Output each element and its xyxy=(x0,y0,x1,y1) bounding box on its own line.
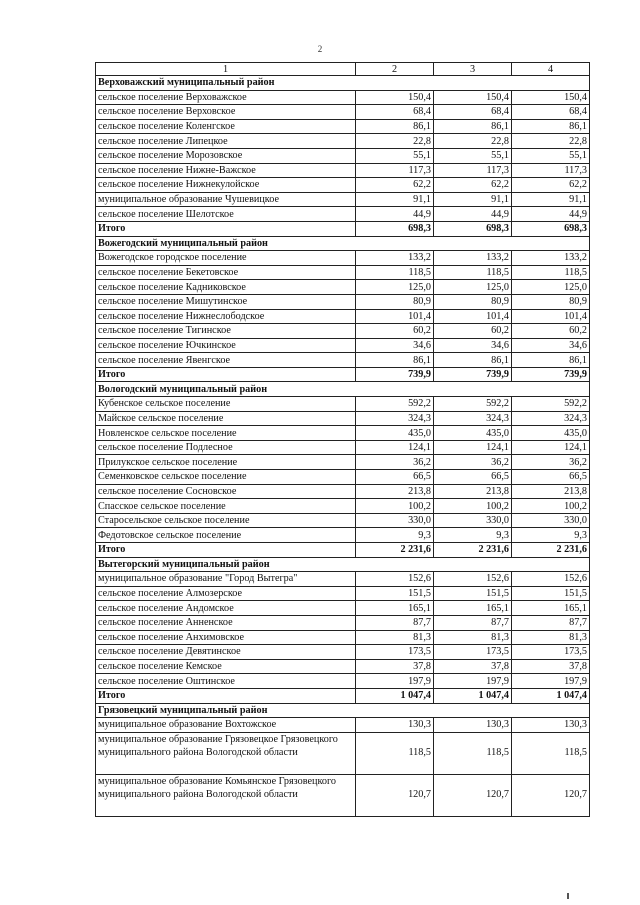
value-col-3: 44,9 xyxy=(434,207,512,222)
table-row xyxy=(96,353,590,368)
value-col-2: 197,9 xyxy=(356,674,434,689)
total-label: Итого xyxy=(96,688,356,703)
settlement-name: сельское поселение Тигинское xyxy=(96,324,356,339)
table-row xyxy=(96,630,590,645)
value-col-3: 37,8 xyxy=(434,659,512,674)
table-row xyxy=(96,148,590,163)
value-col-4: 80,9 xyxy=(512,294,590,309)
settlement-name: Семенковское сельское поселение xyxy=(96,470,356,485)
table-row xyxy=(96,309,590,324)
value-col-2: 34,6 xyxy=(356,338,434,353)
settlement-name: сельское поселение Анненское xyxy=(96,615,356,630)
total-value-col-2: 1 047,4 xyxy=(356,688,434,703)
table-row xyxy=(96,192,590,207)
total-label: Итого xyxy=(96,543,356,558)
value-col-2: 117,3 xyxy=(356,163,434,178)
value-col-3: 101,4 xyxy=(434,309,512,324)
table-row xyxy=(96,119,590,134)
value-col-3: 22,8 xyxy=(434,134,512,149)
value-col-3: 9,3 xyxy=(434,528,512,543)
value-col-3: 324,3 xyxy=(434,411,512,426)
value-col-3: 124,1 xyxy=(434,440,512,455)
value-col-3: 100,2 xyxy=(434,499,512,514)
settlement-name: Федотовское сельское поселение xyxy=(96,528,356,543)
value-col-3: 118,5 xyxy=(434,732,512,774)
value-col-2: 120,7 xyxy=(356,774,434,816)
value-col-3: 152,6 xyxy=(434,572,512,587)
value-col-4: 55,1 xyxy=(512,148,590,163)
total-row xyxy=(96,221,590,236)
value-col-2: 124,1 xyxy=(356,440,434,455)
value-col-3: 55,1 xyxy=(434,148,512,163)
total-value-col-4: 2 231,6 xyxy=(512,543,590,558)
value-col-4: 100,2 xyxy=(512,499,590,514)
value-col-2: 118,5 xyxy=(356,732,434,774)
value-col-2: 81,3 xyxy=(356,630,434,645)
table-row xyxy=(96,513,590,528)
value-col-4: 213,8 xyxy=(512,484,590,499)
total-label: Итого xyxy=(96,221,356,236)
settlement-name: сельское поселение Явенгское xyxy=(96,353,356,368)
value-col-4: 66,5 xyxy=(512,470,590,485)
value-col-2: 100,2 xyxy=(356,499,434,514)
district-name: Вытегорский муниципальный район xyxy=(96,557,590,572)
value-col-2: 324,3 xyxy=(356,411,434,426)
settlement-name: Прилукское сельское поселение xyxy=(96,455,356,470)
value-col-3: 197,9 xyxy=(434,674,512,689)
table-row xyxy=(96,455,590,470)
value-col-3: 81,3 xyxy=(434,630,512,645)
district-name: Верховажский муниципальный район xyxy=(96,76,590,91)
settlement-name: сельское поселение Нижнекулойское xyxy=(96,178,356,193)
value-col-4: 118,5 xyxy=(512,732,590,774)
value-col-3: 435,0 xyxy=(434,426,512,441)
district-header-row xyxy=(96,382,590,397)
value-col-3: 592,2 xyxy=(434,397,512,412)
value-col-2: 87,7 xyxy=(356,615,434,630)
value-col-2: 165,1 xyxy=(356,601,434,616)
value-col-4: 324,3 xyxy=(512,411,590,426)
value-col-4: 150,4 xyxy=(512,90,590,105)
table-row xyxy=(96,674,590,689)
value-col-4: 125,0 xyxy=(512,280,590,295)
value-col-2: 91,1 xyxy=(356,192,434,207)
value-col-4: 130,3 xyxy=(512,718,590,733)
value-col-4: 22,8 xyxy=(512,134,590,149)
value-col-2: 86,1 xyxy=(356,119,434,134)
table-row xyxy=(96,411,590,426)
table-row xyxy=(96,134,590,149)
value-col-2: 101,4 xyxy=(356,309,434,324)
total-value-col-2: 2 231,6 xyxy=(356,543,434,558)
total-value-col-3: 2 231,6 xyxy=(434,543,512,558)
total-value-col-2: 739,9 xyxy=(356,367,434,382)
total-value-col-2: 698,3 xyxy=(356,221,434,236)
settlement-name: муниципальное образование Грязовецкое Грязовецкого муниципального района Вологодской области xyxy=(96,732,356,774)
value-col-4: 62,2 xyxy=(512,178,590,193)
value-col-4: 81,3 xyxy=(512,630,590,645)
settlement-name: сельское поселение Нижнеслободское xyxy=(96,309,356,324)
district-name: Вологодский муниципальный район xyxy=(96,382,590,397)
table-row xyxy=(96,615,590,630)
value-col-4: 592,2 xyxy=(512,397,590,412)
settlement-name: сельское поселение Шелотское xyxy=(96,207,356,222)
table-row xyxy=(96,163,590,178)
value-col-4: 133,2 xyxy=(512,251,590,266)
value-col-2: 592,2 xyxy=(356,397,434,412)
settlement-name: Спасское сельское поселение xyxy=(96,499,356,514)
table-row xyxy=(96,397,590,412)
settlement-name: сельское поселение Мишутинское xyxy=(96,294,356,309)
total-value-col-3: 1 047,4 xyxy=(434,688,512,703)
settlement-name: Кубенское сельское поселение xyxy=(96,397,356,412)
value-col-2: 86,1 xyxy=(356,353,434,368)
settlement-name: сельское поселение Бекетовское xyxy=(96,265,356,280)
value-col-4: 68,4 xyxy=(512,105,590,120)
table-row xyxy=(96,324,590,339)
value-col-2: 36,2 xyxy=(356,455,434,470)
table-row xyxy=(96,178,590,193)
total-value-col-4: 739,9 xyxy=(512,367,590,382)
total-value-col-4: 698,3 xyxy=(512,221,590,236)
settlement-name: сельское поселение Ючкинское xyxy=(96,338,356,353)
value-col-2: 133,2 xyxy=(356,251,434,266)
value-col-4: 124,1 xyxy=(512,440,590,455)
value-col-4: 152,6 xyxy=(512,572,590,587)
value-col-4: 118,5 xyxy=(512,265,590,280)
value-col-3: 151,5 xyxy=(434,586,512,601)
total-value-col-4: 1 047,4 xyxy=(512,688,590,703)
table-row xyxy=(96,440,590,455)
value-col-3: 118,5 xyxy=(434,265,512,280)
settlement-name: сельское поселение Верховажское xyxy=(96,90,356,105)
value-col-3: 173,5 xyxy=(434,645,512,660)
value-col-2: 151,5 xyxy=(356,586,434,601)
value-col-3: 34,6 xyxy=(434,338,512,353)
value-col-4: 435,0 xyxy=(512,426,590,441)
settlement-name: Вожегодское городское поселение xyxy=(96,251,356,266)
page-number: 2 xyxy=(317,44,323,54)
settlement-name: сельское поселение Кемское xyxy=(96,659,356,674)
value-col-2: 60,2 xyxy=(356,324,434,339)
total-row xyxy=(96,367,590,382)
settlement-name: муниципальное образование Комьянское Грязовецкого муниципального района Вологодской области xyxy=(96,774,356,816)
settlement-name: сельское поселение Нижне-Важское xyxy=(96,163,356,178)
table-row xyxy=(96,528,590,543)
total-row xyxy=(96,543,590,558)
settlement-name: сельское поселение Алмозерское xyxy=(96,586,356,601)
value-col-2: 173,5 xyxy=(356,645,434,660)
budget-table xyxy=(95,62,590,817)
table-row xyxy=(96,484,590,499)
value-col-4: 101,4 xyxy=(512,309,590,324)
value-col-4: 173,5 xyxy=(512,645,590,660)
value-col-3: 165,1 xyxy=(434,601,512,616)
district-name: Грязовецкий муниципальный район xyxy=(96,703,590,718)
settlement-name: сельское поселение Анхимовское xyxy=(96,630,356,645)
table-row xyxy=(96,207,590,222)
value-col-3: 125,0 xyxy=(434,280,512,295)
settlement-name: сельское поселение Липецкое xyxy=(96,134,356,149)
value-col-4: 91,1 xyxy=(512,192,590,207)
header-cell-3: 3 xyxy=(434,63,512,76)
value-col-4: 86,1 xyxy=(512,353,590,368)
table-row xyxy=(96,774,590,816)
value-col-2: 80,9 xyxy=(356,294,434,309)
value-col-3: 66,5 xyxy=(434,470,512,485)
total-value-col-3: 739,9 xyxy=(434,367,512,382)
district-header-row xyxy=(96,703,590,718)
value-col-4: 9,3 xyxy=(512,528,590,543)
value-col-4: 197,9 xyxy=(512,674,590,689)
table-row xyxy=(96,601,590,616)
value-col-3: 60,2 xyxy=(434,324,512,339)
table-row xyxy=(96,586,590,601)
value-col-4: 120,7 xyxy=(512,774,590,816)
table-row xyxy=(96,572,590,587)
value-col-2: 55,1 xyxy=(356,148,434,163)
table-row xyxy=(96,294,590,309)
value-col-2: 44,9 xyxy=(356,207,434,222)
value-col-3: 86,1 xyxy=(434,353,512,368)
value-col-3: 117,3 xyxy=(434,163,512,178)
value-col-2: 330,0 xyxy=(356,513,434,528)
value-col-4: 87,7 xyxy=(512,615,590,630)
value-col-3: 91,1 xyxy=(434,192,512,207)
settlement-name: сельское поселение Кадниковское xyxy=(96,280,356,295)
value-col-2: 152,6 xyxy=(356,572,434,587)
value-col-2: 66,5 xyxy=(356,470,434,485)
settlement-name: муниципальное образование Чушевицкое xyxy=(96,192,356,207)
table-row xyxy=(96,470,590,485)
value-col-3: 120,7 xyxy=(434,774,512,816)
table-row xyxy=(96,659,590,674)
value-col-3: 62,2 xyxy=(434,178,512,193)
value-col-2: 9,3 xyxy=(356,528,434,543)
total-label: Итого xyxy=(96,367,356,382)
value-col-2: 435,0 xyxy=(356,426,434,441)
settlement-name: муниципальное образование "Город Вытегра" xyxy=(96,572,356,587)
value-col-3: 130,3 xyxy=(434,718,512,733)
settlement-name: муниципальное образование Вохтожское xyxy=(96,718,356,733)
value-col-4: 117,3 xyxy=(512,163,590,178)
value-col-4: 330,0 xyxy=(512,513,590,528)
value-col-4: 44,9 xyxy=(512,207,590,222)
header-cell-4: 4 xyxy=(512,63,590,76)
value-col-4: 34,6 xyxy=(512,338,590,353)
settlement-name: сельское поселение Оштинское xyxy=(96,674,356,689)
budget-table-body xyxy=(96,63,590,817)
value-col-3: 133,2 xyxy=(434,251,512,266)
settlement-name: Майское сельское поселение xyxy=(96,411,356,426)
table-row xyxy=(96,645,590,660)
table-row xyxy=(96,338,590,353)
value-col-3: 87,7 xyxy=(434,615,512,630)
value-col-3: 86,1 xyxy=(434,119,512,134)
value-col-3: 80,9 xyxy=(434,294,512,309)
value-col-3: 36,2 xyxy=(434,455,512,470)
district-name: Вожегодский муниципальный район xyxy=(96,236,590,251)
header-cell-1: 1 xyxy=(96,63,356,76)
total-row xyxy=(96,688,590,703)
value-col-2: 130,3 xyxy=(356,718,434,733)
table-row xyxy=(96,426,590,441)
table-row xyxy=(96,265,590,280)
value-col-2: 125,0 xyxy=(356,280,434,295)
value-col-2: 68,4 xyxy=(356,105,434,120)
settlement-name: сельское поселение Подлесное xyxy=(96,440,356,455)
value-col-2: 213,8 xyxy=(356,484,434,499)
table-row xyxy=(96,251,590,266)
value-col-3: 330,0 xyxy=(434,513,512,528)
table-row xyxy=(96,105,590,120)
settlement-name: сельское поселение Сосновское xyxy=(96,484,356,499)
value-col-4: 151,5 xyxy=(512,586,590,601)
value-col-4: 36,2 xyxy=(512,455,590,470)
settlement-name: Новленское сельское поселение xyxy=(96,426,356,441)
value-col-3: 150,4 xyxy=(434,90,512,105)
district-header-row xyxy=(96,236,590,251)
header-row xyxy=(96,63,590,76)
value-col-3: 213,8 xyxy=(434,484,512,499)
district-header-row xyxy=(96,76,590,91)
table-row xyxy=(96,732,590,774)
header-cell-2: 2 xyxy=(356,63,434,76)
district-header-row xyxy=(96,557,590,572)
value-col-4: 165,1 xyxy=(512,601,590,616)
value-col-2: 150,4 xyxy=(356,90,434,105)
total-value-col-3: 698,3 xyxy=(434,221,512,236)
value-col-2: 62,2 xyxy=(356,178,434,193)
value-col-4: 86,1 xyxy=(512,119,590,134)
value-col-2: 118,5 xyxy=(356,265,434,280)
settlement-name: сельское поселение Морозовское xyxy=(96,148,356,163)
settlement-name: сельское поселение Верховское xyxy=(96,105,356,120)
scan-mark xyxy=(567,893,569,899)
settlement-name: сельское поселение Коленгское xyxy=(96,119,356,134)
value-col-2: 37,8 xyxy=(356,659,434,674)
table-row xyxy=(96,280,590,295)
value-col-2: 22,8 xyxy=(356,134,434,149)
settlement-name: сельское поселение Андомское xyxy=(96,601,356,616)
table-row xyxy=(96,90,590,105)
table-row xyxy=(96,499,590,514)
settlement-name: Старосельское сельское поселение xyxy=(96,513,356,528)
value-col-3: 68,4 xyxy=(434,105,512,120)
table-row xyxy=(96,718,590,733)
settlement-name: сельское поселение Девятинское xyxy=(96,645,356,660)
value-col-4: 60,2 xyxy=(512,324,590,339)
value-col-4: 37,8 xyxy=(512,659,590,674)
